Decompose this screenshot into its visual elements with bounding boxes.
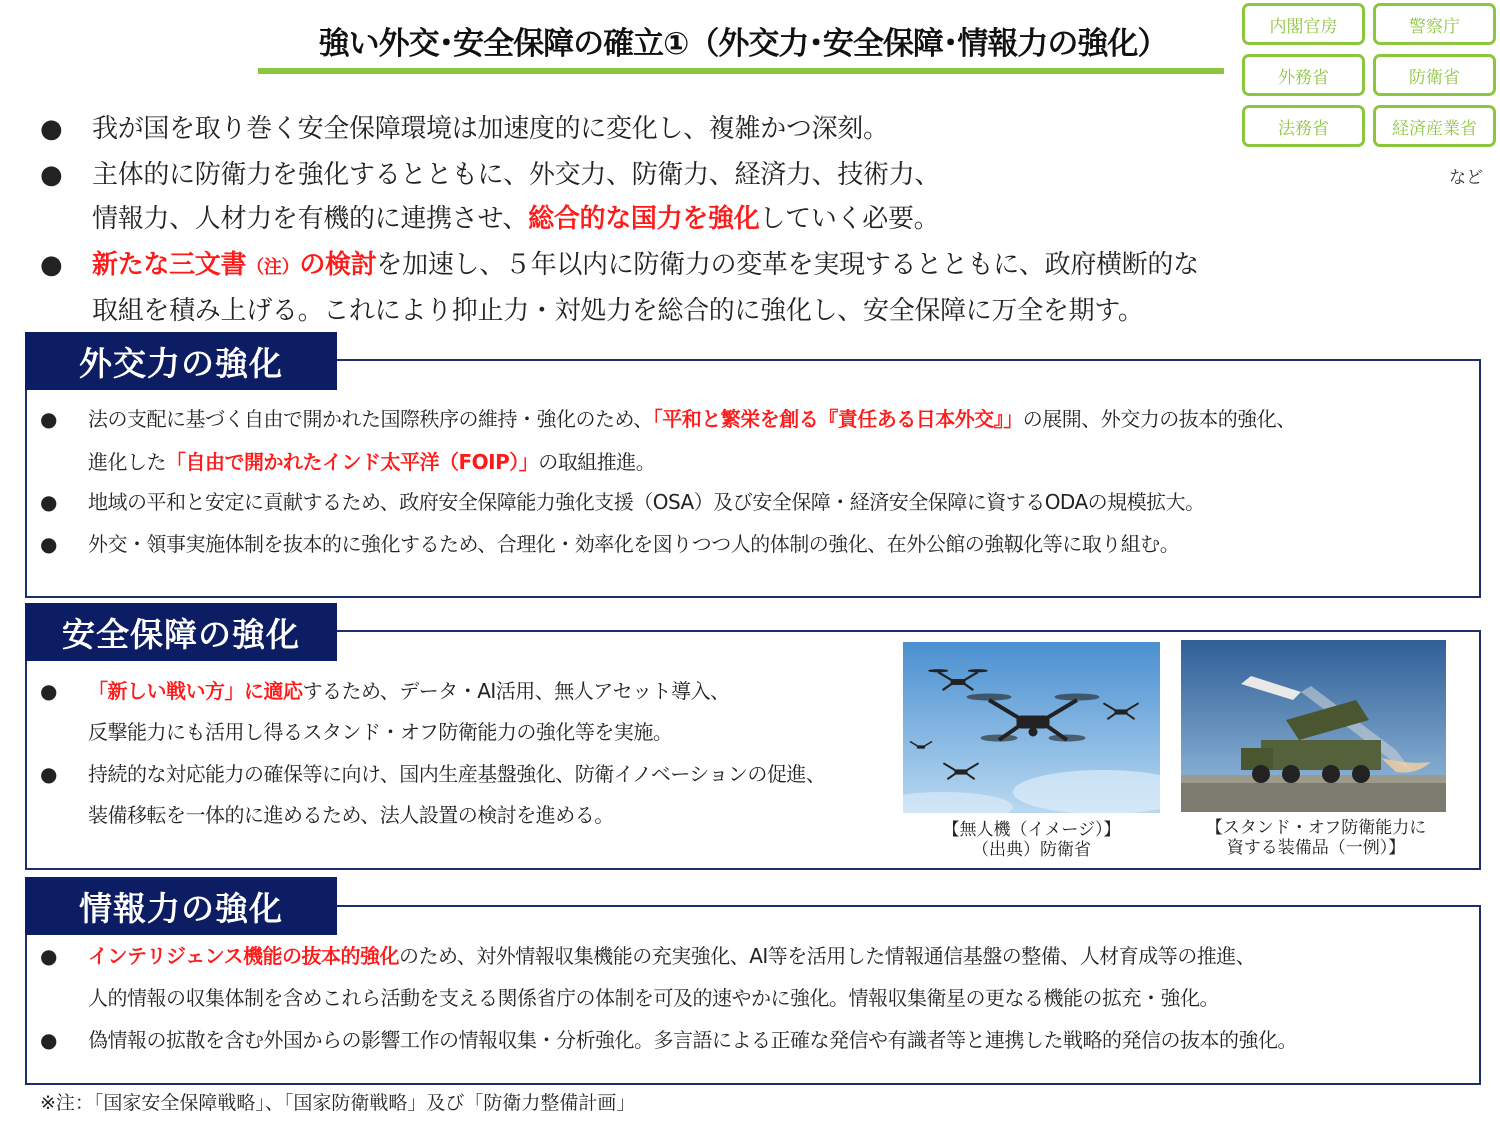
security-item-text: 装備移転を一体的に進めるため、法人設置の検討を進める。	[88, 803, 614, 827]
security-item-text: 反撃能力にも活用し得るスタンド・オフ防衛能力の強化等を実施。	[88, 720, 673, 744]
agencies-suffix: など	[1449, 168, 1483, 188]
missile-launcher-image	[1181, 640, 1446, 812]
bullet-icon: ●	[40, 762, 57, 786]
drone-image	[903, 642, 1160, 813]
caption-line: 【無人機（イメージ）】	[942, 820, 1121, 840]
intro-text: 主体的に防衛力を強化するとともに、外交力、防衛力、経済力、技術力、	[92, 160, 941, 190]
text-plain: のため、対外情報収集機能の充実強化、AI等を活用した情報通信基盤の整備、人材育成等の推進、	[399, 944, 1256, 968]
text-emphasis: インテリジェンス機能の抜本的強化	[88, 944, 399, 968]
footnote: ※注：「国家安全保障戦略」、「国家防衛戦略」及び「防衛力整備計画」	[40, 1092, 636, 1114]
text-emphasis: 「新しい戦い方」に適応	[88, 679, 303, 703]
caption-line: 【スタンド・オフ防衛能力に	[1205, 818, 1427, 838]
agency-badge: 経済産業省	[1373, 105, 1496, 147]
bullet-icon: ●	[40, 490, 57, 514]
bullet-icon: ●	[40, 532, 57, 556]
text-plain: の展開、外交力の抜本的強化、	[1022, 407, 1296, 431]
text-plain: するため、データ・AI活用、無人アセット導入、	[302, 679, 730, 703]
missile-launcher-photo	[1181, 640, 1446, 812]
drone-photo	[903, 642, 1160, 813]
agency-badge: 外務省	[1242, 54, 1365, 96]
intro-note-marker: （注）	[246, 257, 300, 278]
diplomacy-item-text	[88, 398, 1296, 441]
bullet-icon: ●	[40, 114, 63, 144]
diplomacy-item-text: 外交・領事実施体制を抜本的に強化するため、合理化・効率化を図りつつ人的体制の強化、在外公館の強靱化等に取り組む。	[88, 532, 1180, 556]
bullet-icon: ●	[40, 944, 57, 968]
intro-text-emphasis: 新たな三文書	[92, 250, 247, 280]
intro-text-plain: していく必要。	[759, 204, 940, 234]
text-plain: 法の支配に基づく自由で開かれた国際秩序の維持・強化のため、	[88, 407, 653, 431]
bullet-icon: ●	[40, 679, 57, 703]
caption-source: （出典）防衛省	[972, 840, 1091, 860]
intro-text-emphasis: 総合的な国力を強化	[528, 204, 760, 234]
agency-badge: 警察庁	[1373, 3, 1496, 45]
intelligence-section-heading: 情報力の強化	[25, 877, 337, 935]
diplomacy-section-heading: 外交力の強化	[25, 332, 337, 390]
text-emphasis: 「自由で開かれたインド太平洋（FOIP）」	[166, 450, 539, 474]
intro-text: 我が国を取り巻く安全保障環境は加速度的に変化し、複雑かつ深刻。	[92, 114, 889, 144]
text-emphasis: 「平和と繁栄を創る『責任ある日本外交』」	[652, 407, 1023, 431]
drone-photo-caption	[903, 820, 1160, 860]
intro-text	[92, 242, 1199, 291]
security-item-text: 持続的な対応能力の確保等に向け、国内生産基盤強化、防衛イノベーションの促進、	[88, 762, 826, 786]
agency-badge: 内閣官房	[1242, 3, 1365, 45]
missile-photo-caption	[1176, 818, 1456, 858]
security-section-heading: 安全保障の強化	[25, 603, 337, 661]
bullet-icon: ●	[40, 1028, 57, 1052]
caption-line: 資する装備品（一例）】	[1226, 838, 1406, 858]
diplomacy-item-text	[88, 441, 655, 484]
text-plain: 進化した	[88, 450, 166, 474]
intro-text-emphasis: の検討	[299, 250, 377, 280]
page-title: 強い外交･安全保障の確立①（外交力･安全保障･情報力の強化）	[318, 26, 1168, 62]
bullet-icon: ●	[40, 250, 63, 280]
intro-text	[92, 196, 939, 242]
diplomacy-item-text: 地域の平和と安定に貢献するため、政府安全保障能力強化支援（OSA）及び安全保障・経済安全保障に資するODAの規模拡大。	[88, 490, 1205, 514]
bullet-icon: ●	[40, 160, 63, 190]
intelligence-item-text: 偽情報の拡散を含む外国からの影響工作の情報収集・分析強化。多言語による正確な発信や有識者等と連携した戦略的発信の抜本的強化。	[88, 1028, 1297, 1052]
agency-badge: 防衛省	[1373, 54, 1496, 96]
text-plain: の取組推進。	[538, 450, 656, 474]
intelligence-item-text	[88, 935, 1255, 978]
title-underline	[258, 68, 1224, 74]
intro-text-plain: を加速し、５年以内に防衛力の変革を実現するとともに、政府横断的な	[376, 250, 1199, 280]
intelligence-item-text: 人的情報の収集体制を含めこれら活動を支える関係省庁の体制を可及的速やかに強化。情報収集衛星の更なる機能の拡充・強化。	[88, 986, 1219, 1010]
security-item-text	[88, 670, 730, 713]
intro-text-plain: 情報力、人材力を有機的に連携させ、	[92, 204, 529, 234]
intro-text: 取組を積み上げる。これにより抑止力・対処力を総合的に強化し、安全保障に万全を期す。	[92, 296, 1144, 326]
bullet-icon: ●	[40, 407, 57, 431]
agency-badge: 法務省	[1242, 105, 1365, 147]
